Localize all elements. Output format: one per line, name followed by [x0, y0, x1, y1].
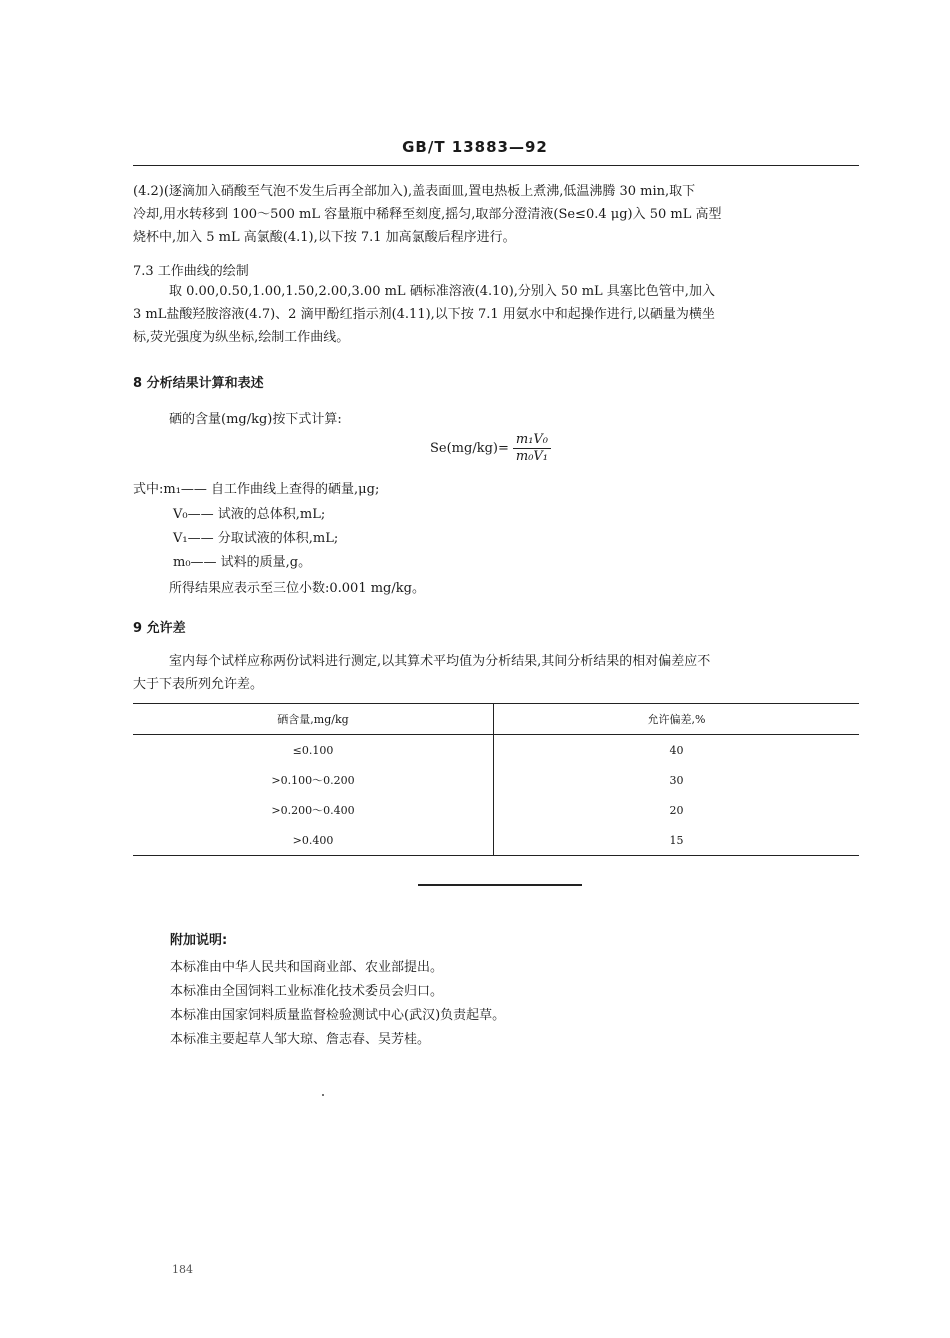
- selenium-formula: [430, 432, 551, 465]
- table-cell: >0.200～0.400: [133, 795, 494, 825]
- section-9-line: 室内每个试样应称两份试料进行测定,以其算术平均值为分析结果,其间分析结果的相对偏差应不: [169, 654, 711, 669]
- definition-line: V₁—— 分取试液的体积,mL;: [173, 531, 339, 546]
- table-row: [133, 795, 859, 825]
- document-header: GB/T 13883—92: [402, 138, 548, 156]
- page-number: 184: [172, 1263, 193, 1276]
- definition-line: m₀—— 试料的质量,g。: [173, 555, 312, 570]
- table-header-row: [133, 704, 859, 735]
- section-9-heading: 9 允许差: [133, 621, 186, 636]
- table-cell: >0.100～0.200: [133, 765, 494, 795]
- table-cell: 40: [669, 743, 684, 757]
- section-8-heading: 8 分析结果计算和表述: [133, 376, 264, 391]
- table-cell: 15: [494, 825, 860, 856]
- section-7-3-line: 取 0.00,0.50,1.00,1.50,2.00,3.00 mL 硒标准溶液(4.10),分别入 50 mL 具塞比色管中,加入: [169, 284, 715, 299]
- formula-denominator: m₀V₁: [515, 449, 549, 464]
- section-9-paragraph: [133, 650, 861, 696]
- formula-lhs: Se(mg/kg)=: [430, 441, 509, 456]
- intro-line: 烧杯中,加入 5 mL 高氯酸(4.1),以下按 7.1 加高氯酸后程序进行。: [133, 230, 516, 245]
- scan-speck: [322, 1094, 324, 1096]
- table-cell: 20: [669, 803, 684, 817]
- intro-paragraph: [133, 180, 861, 249]
- table-cell: ≤0.100: [133, 735, 494, 766]
- intro-line: (4.2)(逐滴加入硝酸至气泡不发生后再全部加入),盖表面皿,置电热板上煮沸,低温沸腾 30 min,取下: [133, 184, 696, 199]
- section-7-3-heading: 7.3 工作曲线的绘制: [133, 264, 249, 279]
- section-7-3-line: 3 mL盐酸羟胺溶液(4.7)、2 滴甲酚红指示剂(4.11),以下按 7.1 用氨水中和起操作进行,以硒量为横坐: [133, 307, 715, 322]
- table-header-cell: 硒含量,mg/kg: [133, 704, 494, 735]
- section-7-3-paragraph: [133, 280, 861, 349]
- end-of-text-rule: [418, 884, 582, 886]
- allowance-table: [133, 703, 859, 856]
- table-header-cell: 允许偏差,%: [494, 704, 860, 735]
- formula-numerator: m₁V₀: [513, 432, 551, 449]
- section-9-line: 大于下表所列允许差。: [133, 677, 264, 692]
- table-cell: >0.400: [133, 825, 494, 856]
- result-precision-note: 所得结果应表示至三位小数:0.001 mg/kg。: [169, 581, 425, 596]
- formula-fraction: [513, 432, 551, 465]
- header-rule: [133, 165, 859, 166]
- table-cell: 30: [669, 773, 684, 787]
- notes-title: 附加说明:: [170, 933, 228, 948]
- definition-line: 式中:m₁—— 自工作曲线上查得的硒量,μg;: [133, 482, 380, 497]
- table-row: [133, 825, 859, 856]
- section-7-3-line: 标,荧光强度为纵坐标,绘制工作曲线。: [133, 330, 350, 345]
- table-row: [133, 735, 859, 766]
- notes-line: 本标准由中华人民共和国商业部、农业部提出。: [170, 960, 444, 975]
- table-row: [133, 765, 859, 795]
- notes-line: 本标准主要起草人邹大琼、詹志春、吴芳桂。: [170, 1032, 431, 1047]
- section-8-intro: 硒的含量(mg/kg)按下式计算:: [169, 412, 342, 427]
- notes-line: 本标准由全国饲料工业标准化技术委员会归口。: [170, 984, 444, 999]
- notes-line: 本标准由国家饲料质量监督检验测试中心(武汉)负责起草。: [170, 1008, 506, 1023]
- intro-line: 冷却,用水转移到 100～500 mL 容量瓶中稀释至刻度,摇匀,取部分澄清液(Se≤0.4 μg)入 50 mL 高型: [133, 207, 722, 222]
- definition-line: V₀—— 试液的总体积,mL;: [173, 507, 326, 522]
